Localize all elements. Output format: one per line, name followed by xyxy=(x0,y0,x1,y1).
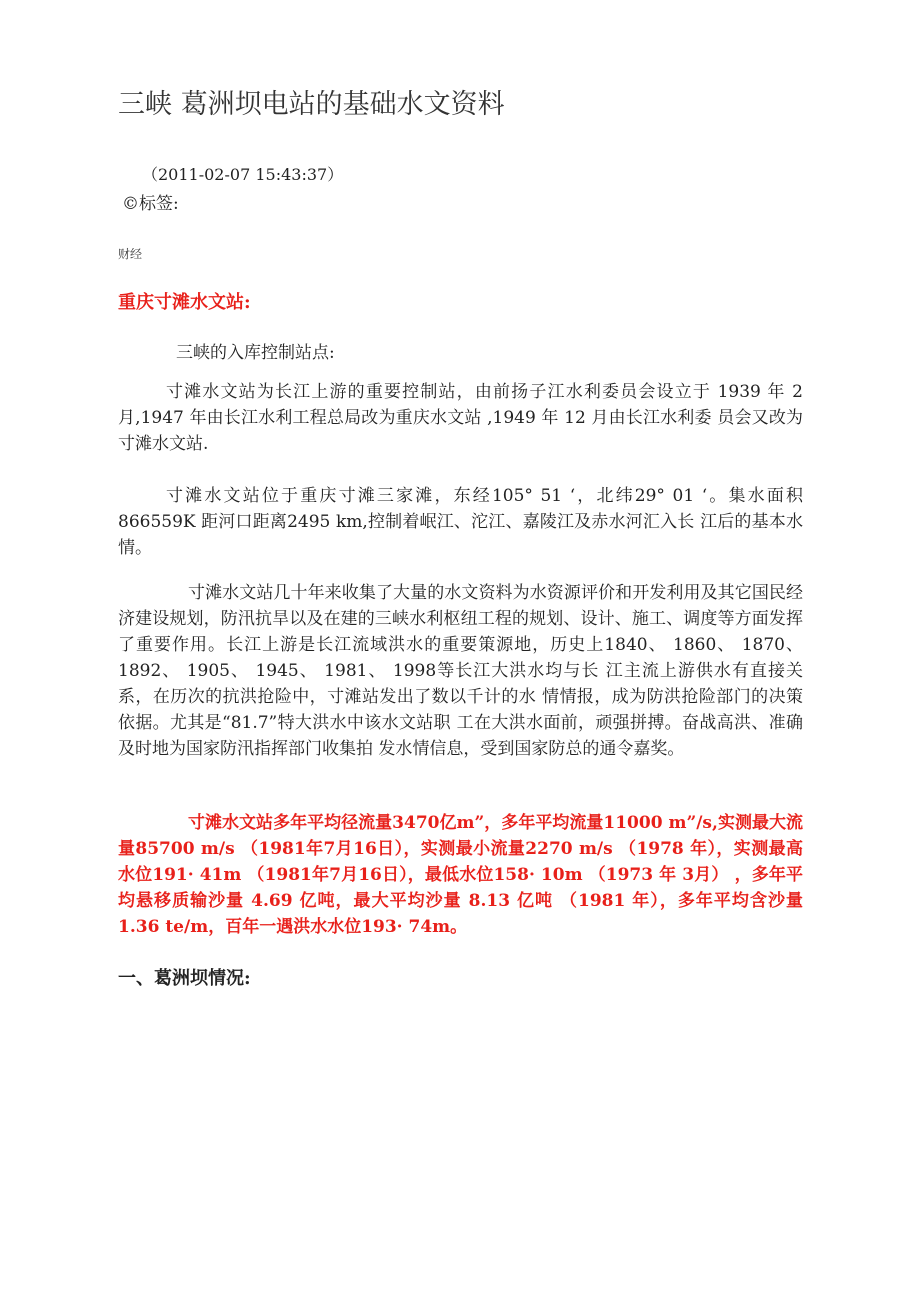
category-label: 财经 xyxy=(118,247,143,261)
paragraph-location: 寸滩水文站位于重庆寸滩三家滩，东经105° 51 ‘，北纬29° 01 ‘。集水面积866559K 距河口距离2495 km,控制着岷江、沱江、嘉陵江及赤水河汇入长 江后的基本水情。 xyxy=(118,486,803,558)
page-title: 三峡 葛洲坝电站的基础水文资料 xyxy=(118,89,505,120)
post-date: （2011-02-07 15:43:37） xyxy=(142,165,344,184)
cuntan-subheading: 三峡的入库控制站点: xyxy=(176,343,335,363)
tags-label: ©标签: xyxy=(122,194,179,214)
gezhouba-heading: 一、葛洲坝情况: xyxy=(118,968,251,989)
paragraph-statistics: 寸滩水文站多年平均径流量3470亿m”，多年平均流量11000 m”/s,实测最大流量85700 m/s （1981年7月16日），实测最小流量2270 m/s （1978 年），实测最高水位191· 41m （1981年7月16日），最低水位158· 10m （1973 年 3月） ，多年平均悬移质输沙量 4.69 亿吨，最大平均沙量 8.13 亿吨 （1981 年），多年平均含沙量1.36 te/m，百年一遇洪水水位193· 74m。 xyxy=(118,813,803,937)
paragraph-role: 寸滩水文站几十年来收集了大量的水文资料为水资源评价和开发利用及其它国民经济建设规划，防汛抗旱以及在建的三峡水利枢纽工程的规划、设计、施工、调度等方面发挥了重要作用。长江上游是长江流域洪水的重要策源地，历史上1840、 1860、 1870、 1892、 1905、 1945、 1981、 1998等长江大洪水均与长 江主流上游供水有直接关系，在历次的抗洪抢险中，寸滩站发出了数以千计的水 情情报，成为防洪抢险部门的决策依据。尤其是“81.7”特大洪水中该水文站职 工在大洪水面前，顽强拼搏。奋战高洪、准确及时地为国家防汛指挥部门收集拍 发水情信息，受到国家防总的通令嘉奖。 xyxy=(118,583,803,759)
paragraph-history: 寸滩水文站为长江上游的重要控制站，由前扬子江水利委员会设立于 1939 年 2 月,1947 年由长江水利工程总局改为重庆水文站 ,1949 年 12 月由长江水利委 员会又改为寸滩水文站. xyxy=(118,382,803,454)
cuntan-station-heading: 重庆寸滩水文站: xyxy=(118,292,251,313)
